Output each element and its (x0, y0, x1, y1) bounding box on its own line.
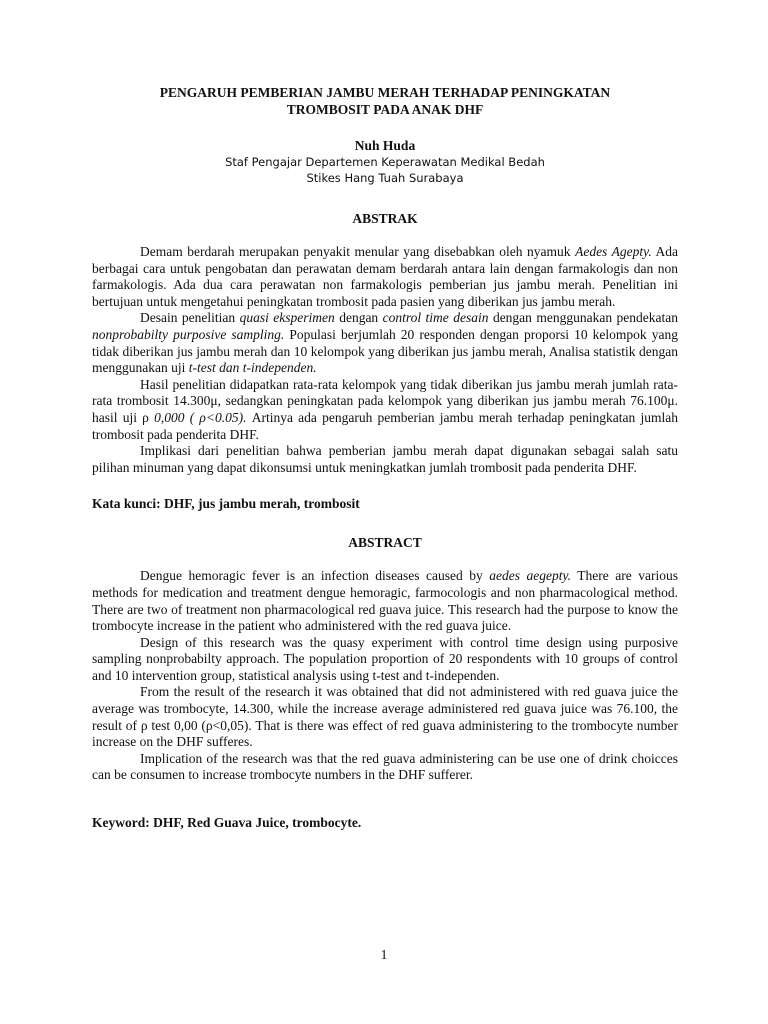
italic-run: 0,000 ( ρ<0.05). (154, 409, 247, 425)
abstrak-paragraph-3 (92, 377, 678, 443)
abstrak-paragraph-1 (92, 244, 678, 310)
keywords (92, 814, 678, 831)
title-line-2: TROMBOSIT PADA ANAK DHF (286, 102, 484, 117)
text-run: Ada berbagai cara untuk pengobatan dan perawatan demam berdarah antara lain dengan farmakologis dan non farmakologis. Ada dua cara perawatan non farmakologis pemberian jus jambu merah. Penelitian ini bertujuan untuk mengetahui peningkatan trombosit pada pasien yang diberikan jus jambu merah. (92, 244, 678, 309)
paper-title (92, 84, 678, 118)
italic-run: quasi eksperimen (239, 310, 335, 326)
italic-run: t-test dan t-independen. (188, 360, 317, 376)
text-run: Demam berdarah merupakan penyakit menular yang disebabkan oleh nyamuk (140, 244, 576, 259)
title-line-1: PENGARUH PEMBERIAN JAMBU MERAH TERHADAP PENINGKATAN (159, 85, 611, 100)
paper-page (92, 84, 678, 831)
italic-run: Aedes Agepty. (575, 244, 652, 259)
abstract-heading: ABSTRACT (348, 535, 422, 551)
kata-kunci (92, 495, 678, 512)
abstract-paragraph-1 (92, 568, 678, 634)
abstrak-paragraph-4: Implikasi dari penelitian bahwa pemberian jambu merah dapat digunakan sebagai salah satu pilihan minuman yang dapat dikonsumsi untuk meningkatkan jumlah trombosit pada penderita DHF. (92, 443, 678, 475)
text-run: dengan (334, 310, 383, 326)
page-number: 1 (380, 947, 388, 962)
author-affiliation-2: Stikes Hang Tuah Surabaya (306, 171, 464, 185)
abstrak-heading: ABSTRAK (352, 211, 418, 226)
abstract-paragraph-2: Design of this research was the quasy experiment with control time design using purposive sampling nonprobabilty approach. The population proportion of 20 respondents with 10 groups of control and 10 intervention group, statistical analysis using t-test and t-independen. (92, 634, 678, 683)
italic-run: nonprobabilty purposive sampling. (92, 326, 285, 342)
abstrak-paragraph-2 (92, 310, 678, 376)
abstract-paragraph-3: From the result of the research it was obtained that did not administered with red guava juice the average was trombocyte, 14.300, while the increase average administered red guava juice was 76.100, the result of ρ test 0,00 (ρ<0,05). That is there was effect of red guava administering to the trombocyte number increase on the DHF sufferes. (92, 684, 678, 750)
author-name: Nuh Huda (354, 138, 416, 153)
italic-run: control time desain (382, 310, 489, 326)
text-run: There are various methods for medication and treatment dengue hemoragic, farmocologis and non pharmacological method. There are two of treatment non pharmacological red guava juice. This research had the purpose to know the trombocyte increase in the patient who administered with the red guava juice. (92, 568, 678, 634)
kata-kunci-text: Kata kunci: DHF, jus jambu merah, trombosit (92, 496, 360, 512)
abstract-paragraph-4: Implication of the research was that the red guava administering can be use one of drink choicces can be consumen to increase trombocyte numbers in the DHF sufferer. (92, 750, 678, 783)
abstract-body (92, 568, 678, 784)
text-run: Dengue hemoragic fever is an infection diseases caused by (140, 568, 490, 584)
text-run: dengan menggunakan pendekatan (488, 310, 678, 326)
text-run: Hasil penelitian didapatkan rata-rata kelompok yang tidak diberikan jus jambu merah jumlah rata-rata trombosit 14.300μ, sedangkan peningkatan pada kelompok yang diberikan jus jambu merah 76.100μ. hasil uji ρ (92, 376, 678, 425)
text-run: Populasi berjumlah 20 responden dengan proporsi 10 kelompok yang tidak diberikan jus jambu merah dan 10 kelompok yang diberikan jus jambu merah, Analisa statistik dengan menggunakan uji (92, 326, 678, 376)
text-run: Artinya ada pengaruh pemberian jambu merah terhadap peningkatan jumlah trombosit pada penderita DHF. (92, 409, 678, 442)
italic-run: aedes aegepty. (489, 568, 572, 584)
keywords-text: Keyword: DHF, Red Guava Juice, trombocyte. (92, 815, 362, 831)
author-affiliation-1: Staf Pengajar Departemen Keperawatan Medikal Bedah (225, 155, 545, 169)
text-run: Desain penelitian (140, 310, 240, 326)
abstrak-body (92, 244, 678, 476)
